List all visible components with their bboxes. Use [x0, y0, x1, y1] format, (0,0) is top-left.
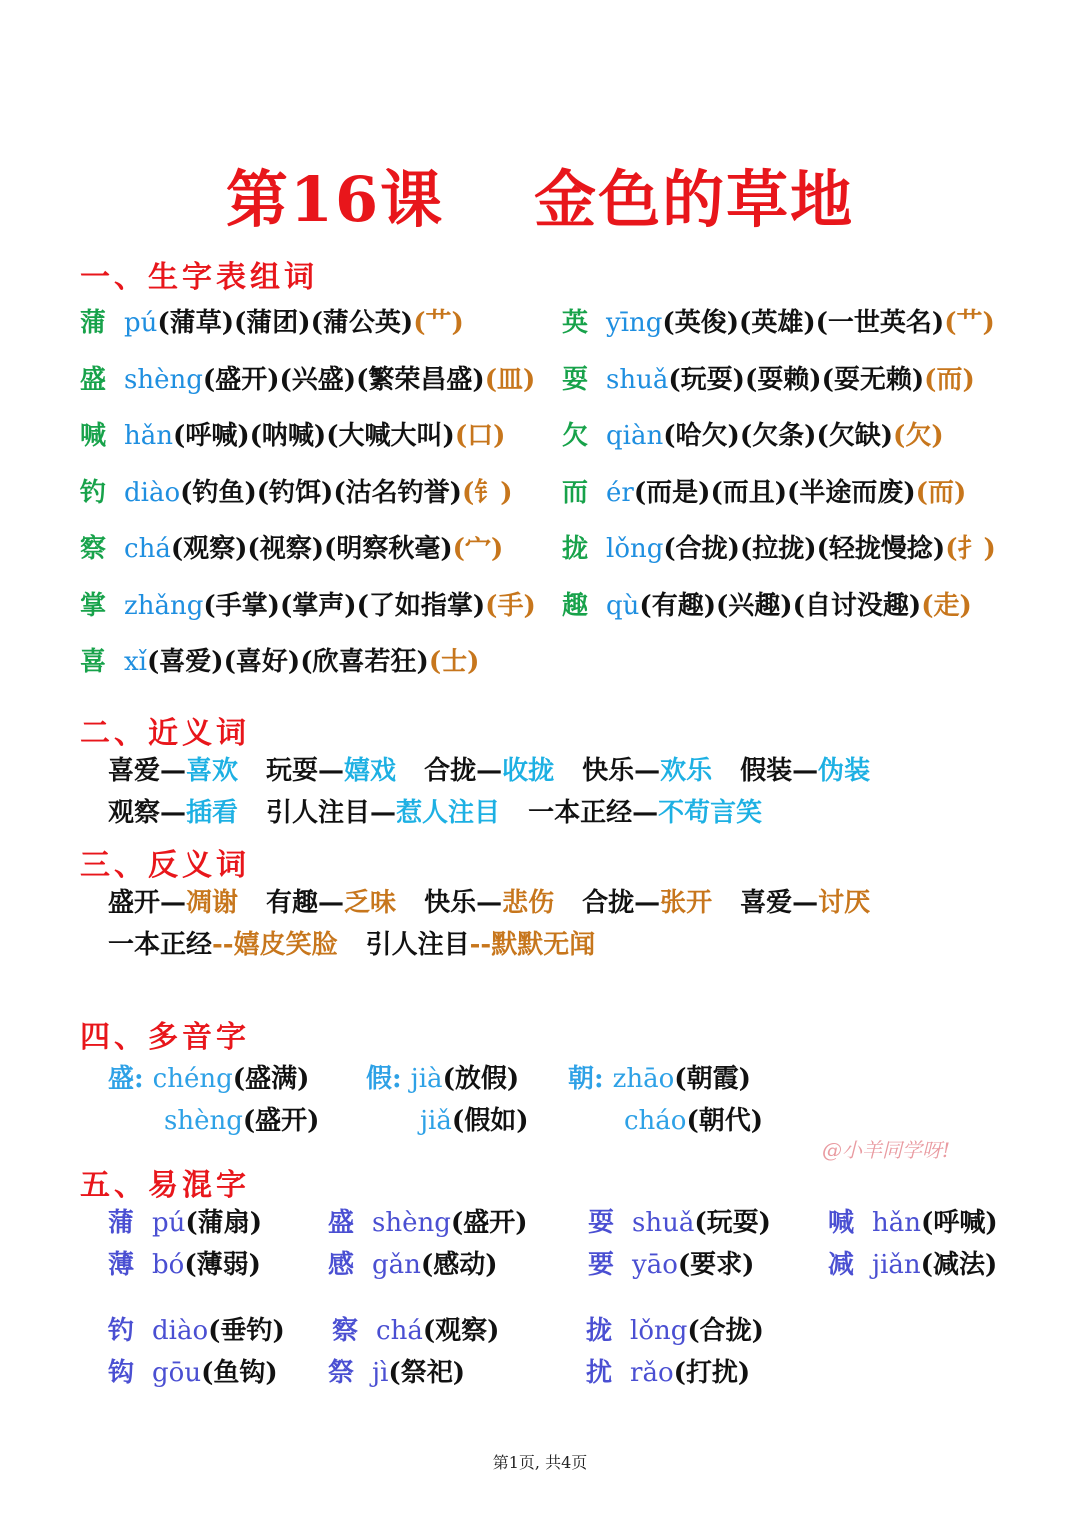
vocab-words: (盛开)(兴盛)(繁荣昌盛): [202, 364, 485, 395]
vocab-row: [562, 306, 995, 340]
vocab-pinyin: qiàn: [606, 421, 664, 451]
confusable-item: [108, 1206, 262, 1240]
pair-match: 惹人注目: [396, 798, 501, 828]
polyphone-char: 朝:: [568, 1064, 604, 1094]
pair-match: --嬉皮笑脸: [212, 930, 338, 960]
confusable-item: [828, 1206, 998, 1240]
confusable-word: (薄弱): [184, 1250, 261, 1280]
word-pair: [108, 756, 238, 786]
vocab-pinyin: xǐ: [124, 647, 147, 677]
vocab-row: [562, 532, 996, 566]
polyphone-char: 盛:: [108, 1064, 144, 1094]
vocab-radical: (而): [915, 477, 967, 508]
section-heading-antonyms: 三、反义词: [80, 848, 250, 883]
vocab-pinyin: shèng: [124, 364, 203, 395]
vocab-char: 欠: [562, 421, 589, 451]
confusable-word: (观察): [422, 1316, 500, 1346]
vocab-row: [562, 476, 966, 510]
pair-word: 快乐—: [424, 888, 503, 918]
vocab-row: [80, 363, 535, 397]
confusable-word: (打扰): [673, 1358, 751, 1388]
vocab-pinyin: lǒng: [606, 534, 664, 564]
word-pair: [528, 798, 762, 828]
confusable-item: [586, 1356, 750, 1390]
confusable-word: (玩耍): [694, 1208, 771, 1238]
confusable-char: 要: [588, 1250, 615, 1280]
polyphone-pinyin: chéng: [152, 1064, 233, 1094]
confusable-char: 盛: [328, 1208, 355, 1238]
confusable-char: 钓: [108, 1316, 135, 1346]
confusable-word: (垂钓): [208, 1316, 285, 1346]
polyphone-pinyin: jià: [410, 1064, 443, 1094]
vocab-pinyin: diào: [124, 477, 181, 508]
confusable-item: [332, 1314, 499, 1348]
lesson-name: 金色的草地: [534, 163, 855, 236]
confusable-item: [588, 1206, 771, 1240]
pair-row: [108, 886, 870, 920]
vocab-words: (有趣)(兴趣)(自讨没趣): [639, 590, 922, 621]
vocab-pinyin: zhǎng: [124, 590, 204, 621]
pair-word: 引人注目—: [266, 798, 397, 828]
vocab-pinyin: pú: [124, 308, 158, 338]
pair-match: 收拢: [502, 756, 555, 786]
vocab-row: [562, 419, 944, 453]
pair-word: 玩耍—: [266, 756, 345, 786]
confusable-char: 薄: [108, 1250, 135, 1280]
vocab-row: [562, 589, 972, 623]
pair-match: 插看: [186, 798, 239, 828]
word-pair: [108, 888, 238, 918]
pair-word: 喜爱—: [108, 756, 187, 786]
vocab-words: (玩耍)(耍赖)(耍无赖): [668, 364, 925, 395]
confusable-item: [328, 1356, 465, 1390]
pair-row: [108, 796, 762, 830]
pair-row: [108, 928, 595, 962]
confusable-word: (感动): [420, 1250, 498, 1280]
polyphone-word: (朝霞): [674, 1064, 751, 1094]
confusable-word: (鱼钩): [201, 1358, 278, 1388]
confusable-item: [328, 1206, 528, 1240]
pair-word: 引人注目: [365, 930, 470, 960]
vocab-words: (喜爱)(喜好)(欣喜若狂): [147, 647, 429, 677]
vocab-radical: (皿): [484, 364, 536, 395]
vocab-words: (观察)(视察)(明察秋毫): [170, 534, 453, 564]
confusable-pinyin: shèng: [372, 1208, 451, 1238]
vocab-char: 钓: [80, 477, 107, 508]
pair-word: 一本正经—: [528, 798, 659, 828]
confusable-char: 拢: [586, 1316, 613, 1346]
confusable-char: 察: [332, 1316, 359, 1346]
confusable-char: 耍: [588, 1208, 615, 1238]
confusable-pinyin: chá: [376, 1316, 423, 1346]
confusable-word: (要求): [677, 1250, 755, 1280]
word-pair: [740, 756, 870, 786]
vocab-radical: (欠): [893, 421, 944, 451]
confusable-word: (减法): [920, 1250, 998, 1280]
confusable-word: (合拢): [687, 1316, 764, 1346]
polyphone-row: [108, 1062, 309, 1096]
pair-match: 乏味: [344, 888, 397, 918]
vocab-words: (英俊)(英雄)(一世英名): [662, 308, 945, 338]
polyphone-row: [164, 1104, 319, 1138]
confusable-pinyin: shuǎ: [632, 1208, 695, 1238]
section-heading-synonyms: 二、近义词: [80, 716, 250, 751]
vocab-char: 英: [562, 308, 589, 338]
vocab-radical: (手): [485, 590, 536, 621]
polyphone-pinyin: zhāo: [612, 1064, 675, 1094]
confusable-item: [828, 1248, 997, 1282]
vocab-words: (手掌)(掌声)(了如指掌): [203, 590, 486, 621]
lesson-number: 第16课: [225, 163, 445, 236]
vocab-words: (蒲草)(蒲团)(蒲公英): [157, 308, 414, 338]
vocab-row: [80, 532, 503, 566]
confusable-item: [328, 1248, 498, 1282]
word-pair: [266, 798, 500, 828]
vocab-row: [80, 419, 505, 453]
confusable-char: 感: [328, 1250, 355, 1280]
vocab-radical: (扌): [945, 534, 996, 564]
confusable-char: 喊: [828, 1208, 855, 1238]
confusable-pinyin: gǎn: [372, 1250, 421, 1280]
word-pair: [266, 888, 396, 918]
word-pair: [424, 756, 554, 786]
pair-word: 观察—: [108, 798, 187, 828]
confusable-pinyin: hǎn: [872, 1208, 922, 1238]
confusable-char: 祭: [328, 1358, 355, 1388]
pair-match: 张开: [660, 888, 713, 918]
vocab-pinyin: ér: [606, 477, 634, 508]
vocab-words: (钓鱼)(钓饵)(沽名钓誉): [180, 477, 462, 508]
vocab-radical: (走): [921, 590, 972, 621]
watermark: @小羊同学呀!: [822, 1138, 951, 1162]
polyphone-char: 假:: [366, 1064, 402, 1094]
confusable-char: 钩: [108, 1358, 135, 1388]
polyphone-word: (假如): [451, 1106, 529, 1136]
confusable-word: (蒲扇): [185, 1208, 263, 1238]
confusable-pinyin: gōu: [152, 1358, 202, 1388]
word-pair: [740, 888, 870, 918]
confusable-item: [108, 1248, 261, 1282]
word-pair: [108, 930, 338, 960]
vocab-pinyin: yīng: [606, 308, 663, 338]
vocab-char: 拢: [562, 534, 589, 564]
confusable-char: 减: [828, 1250, 855, 1280]
pair-word: 合拢—: [424, 756, 503, 786]
vocab-radical: (宀): [452, 534, 504, 564]
confusable-pinyin: rǎo: [630, 1358, 674, 1388]
pair-word: 假装—: [740, 756, 819, 786]
confusable-word: (祭祀): [388, 1358, 466, 1388]
polyphone-pinyin: shèng: [164, 1106, 243, 1136]
confusable-char: 蒲: [108, 1208, 135, 1238]
section-heading-polyphones: 四、多音字: [80, 1020, 250, 1055]
pair-match: 不苟言笑: [658, 798, 763, 828]
polyphone-word: (盛满): [232, 1064, 310, 1094]
confusable-char: 扰: [586, 1358, 613, 1388]
vocab-char: 耍: [562, 364, 589, 395]
vocab-char: 趣: [562, 590, 589, 621]
vocab-radical: (士): [428, 647, 480, 677]
vocab-char: 喊: [80, 421, 107, 451]
pair-row: [108, 754, 870, 788]
vocab-pinyin: shuǎ: [606, 364, 669, 395]
pair-word: 盛开—: [108, 888, 187, 918]
vocab-row: [80, 589, 536, 623]
polyphone-row: [568, 1062, 751, 1096]
vocab-words: (而是)(而且)(半途而废): [633, 477, 916, 508]
pair-word: 一本正经: [108, 930, 213, 960]
polyphone-row: [624, 1104, 763, 1138]
confusable-pinyin: lǒng: [630, 1316, 688, 1346]
polyphone-word: (朝代): [686, 1106, 764, 1136]
section-heading-confusable: 五、易混字: [80, 1168, 250, 1203]
vocab-words: (呼喊)(呐喊)(大喊大叫): [173, 421, 455, 451]
vocab-char: 掌: [80, 590, 107, 621]
vocab-char: 盛: [80, 364, 107, 395]
vocab-radical: (艹): [944, 308, 995, 338]
word-pair: [108, 798, 238, 828]
confusable-pinyin: jiǎn: [872, 1250, 921, 1280]
pair-match: 悲伤: [502, 888, 555, 918]
confusable-pinyin: diào: [152, 1316, 209, 1346]
pair-match: 喜欢: [186, 756, 239, 786]
vocab-pinyin: qù: [606, 590, 640, 621]
pair-match: 讨厌: [818, 888, 871, 918]
confusable-pinyin: yāo: [632, 1250, 678, 1280]
confusable-pinyin: jì: [372, 1358, 389, 1388]
confusable-pinyin: pú: [152, 1208, 186, 1238]
word-pair: [582, 756, 712, 786]
vocab-radical: (艹): [413, 308, 464, 338]
pair-match: --默默无闻: [469, 930, 596, 960]
vocab-row: [80, 306, 464, 340]
pair-match: 欢乐: [660, 756, 713, 786]
polyphone-row: [420, 1104, 529, 1138]
vocab-words: (哈欠)(欠条)(欠缺): [663, 421, 894, 451]
vocab-row: [562, 363, 975, 397]
polyphone-pinyin: jiǎ: [420, 1106, 452, 1136]
pair-word: 有趣—: [266, 888, 345, 918]
pair-word: 快乐—: [582, 756, 661, 786]
vocab-radical: (口): [454, 421, 506, 451]
word-pair: [582, 888, 712, 918]
polyphone-word: (放假): [442, 1064, 520, 1094]
vocab-pinyin: chá: [124, 534, 171, 564]
vocab-words: (合拢)(拉拢)(轻拢慢捻): [663, 534, 946, 564]
polyphone-row: [366, 1062, 519, 1096]
vocab-radical: (钅): [461, 477, 513, 508]
pair-word: 合拢—: [582, 888, 661, 918]
pair-match: 凋谢: [186, 888, 239, 918]
confusable-word: (盛开): [450, 1208, 528, 1238]
vocab-char: 喜: [80, 647, 107, 677]
word-pair: [266, 756, 396, 786]
vocab-radical: (而): [924, 364, 975, 395]
word-pair: [424, 888, 554, 918]
confusable-item: [108, 1314, 285, 1348]
word-pair: [366, 930, 596, 960]
section-heading-vocab: 一、生字表组词: [80, 260, 318, 295]
page-title: [0, 150, 1080, 239]
confusable-item: [588, 1248, 754, 1282]
polyphone-word: (盛开): [242, 1106, 320, 1136]
confusable-pinyin: bó: [152, 1250, 185, 1280]
polyphone-pinyin: cháo: [624, 1106, 687, 1136]
vocab-row: [80, 476, 513, 510]
vocab-row: [80, 645, 479, 679]
pair-match: 伪装: [818, 756, 871, 786]
vocab-char: 而: [562, 477, 589, 508]
vocab-char: 蒲: [80, 308, 107, 338]
pair-match: 嬉戏: [344, 756, 397, 786]
confusable-item: [586, 1314, 764, 1348]
confusable-item: [108, 1356, 278, 1390]
vocab-char: 察: [80, 534, 107, 564]
pair-word: 喜爱—: [740, 888, 819, 918]
confusable-word: (呼喊): [921, 1208, 998, 1238]
page-footer: 第1页, 共4页: [492, 1453, 588, 1472]
vocab-pinyin: hǎn: [124, 421, 174, 451]
